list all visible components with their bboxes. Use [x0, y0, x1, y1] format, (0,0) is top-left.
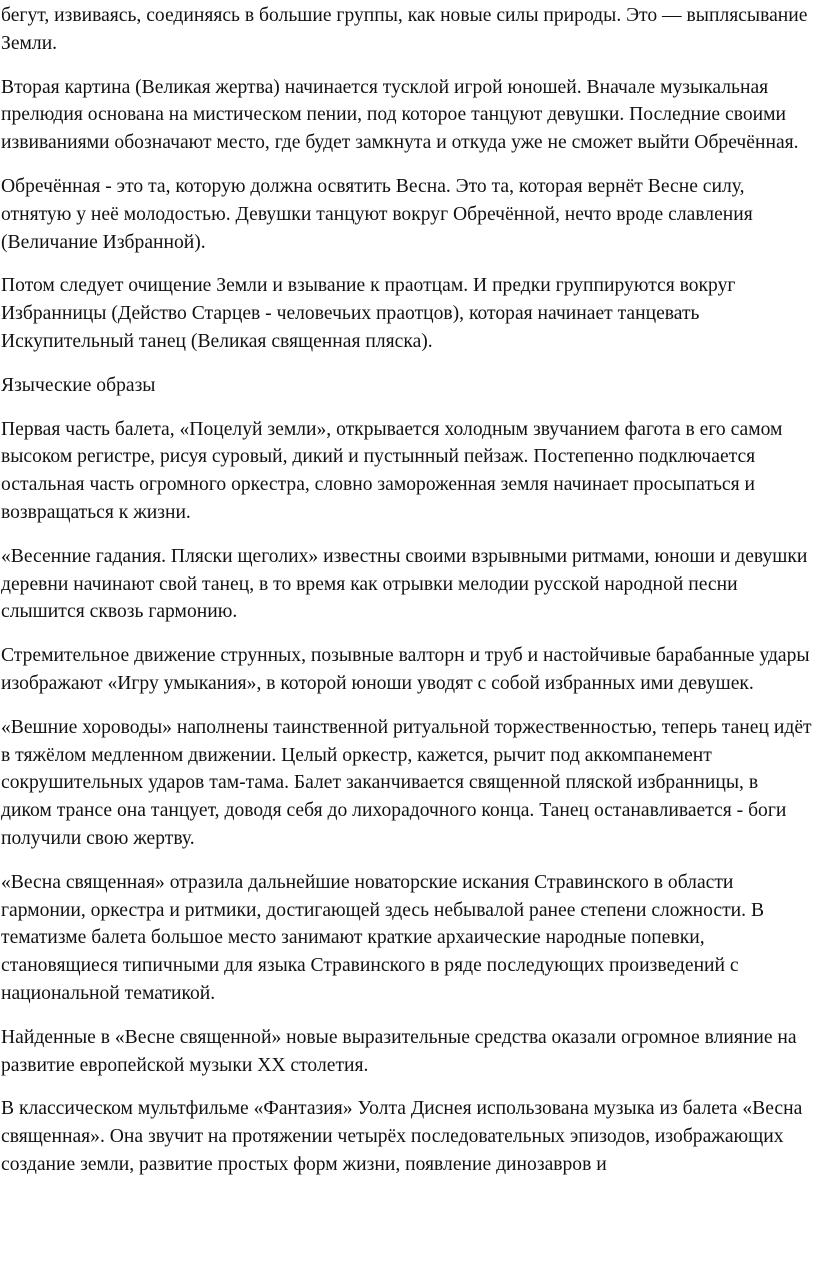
paragraph-ancestors: Потом следует очищение Земли и взывание к праотцам. И предки группируются вокруг Избранницы (Действо Старцев - человечьих праотцов), которая начинает танцевать Искупительный танец (Великая священная пляска). — [1, 275, 736, 352]
paragraph-spring-divinations: «Весенние гадания. Пляски щеголих» известны своими взрывными ритмами, юноши и девушки деревни начинают свой танец, в то время как отрывки мелодии русской народной песни слышится сквозь гармонию. — [1, 545, 808, 623]
paragraph-fantasia: В классическом мультфильме «Фантазия» Уолта Диснея использована музыка из балета «Весна священная». Она звучит на протяжении четырёх последовательных эпизодов, изображающих создание земли, развитие простых форм жизни, появление динозавров и — [1, 1098, 803, 1175]
paragraph-abduction-game: Стремительное движение струнных, позывные валторн и труб и настойчивые барабанные удары изображают «Игру умыкания», в которой юноши уводят с собой избранных ими девушек. — [1, 645, 810, 694]
paragraph-second-scene: Вторая картина (Великая жертва) начинается тусклой игрой юношей. Вначале музыкальная прелюдия основана на мистическом пении, под которое танцуют девушки. Последние своими извиваниями обозначают место, где будет замкнута и откуда уже не сможет выйти Обречённая. — [1, 76, 799, 154]
paragraph-kiss-of-earth: Первая часть балета, «Поцелуй земли», открывается холодным звучанием фагота в его самом высоком регистре, рисуя суровый, дикий и пустынный пейзаж. Постепенно подключается остальная часть огромного оркестра, словно замороженная земля начинает просыпаться и возвращаться к жизни. — [1, 418, 783, 523]
paragraph-influence: Найденные в «Весне священной» новые выразительные средства оказали огромное влияние на развитие европейской музыки XX столетия. — [1, 1026, 797, 1076]
section-heading-pagan-images: Языческие образы — [1, 374, 156, 396]
paragraph-innovations: «Весна священная» отразила дальнейшие новаторские искания Стравинского в области гармонии, оркестра и ритмики, достигающей здесь небывалой ранее степени сложности. В тематизме балета большое место занимают краткие архаические народные попевки, становящиеся типичными для языка Стравинского в ряде последующих произведений с национальной тематикой. — [1, 871, 765, 1004]
paragraph-chosen-one: Обречённая - это та, которую должна освятить Весна. Это та, которая вернёт Весне силу, отнятую у неё молодостью. Девушки танцуют вокруг Обречённой, нечто вроде славления (Величание Избранной). — [1, 175, 753, 253]
paragraph-continuation: бегут, извиваясь, соединяясь в большие группы, как новые силы природы. Это — выплясывание Земли. — [1, 5, 808, 54]
document-body — [1, 2, 813, 1195]
paragraph-spring-rounds: «Вешние хороводы» наполнены таинственной ритуальной торжественностью, теперь танец идёт в тяжёлом медленном движении. Целый оркестр, кажется, рычит под аккомпанемент сокрушительных ударов там-тама. Балет заканчивается священной пляской избранницы, в диком трансе она танцует, доводя себя до лихорадочного конца. Танец останавливается - боги получили свою жертву. — [1, 716, 812, 849]
